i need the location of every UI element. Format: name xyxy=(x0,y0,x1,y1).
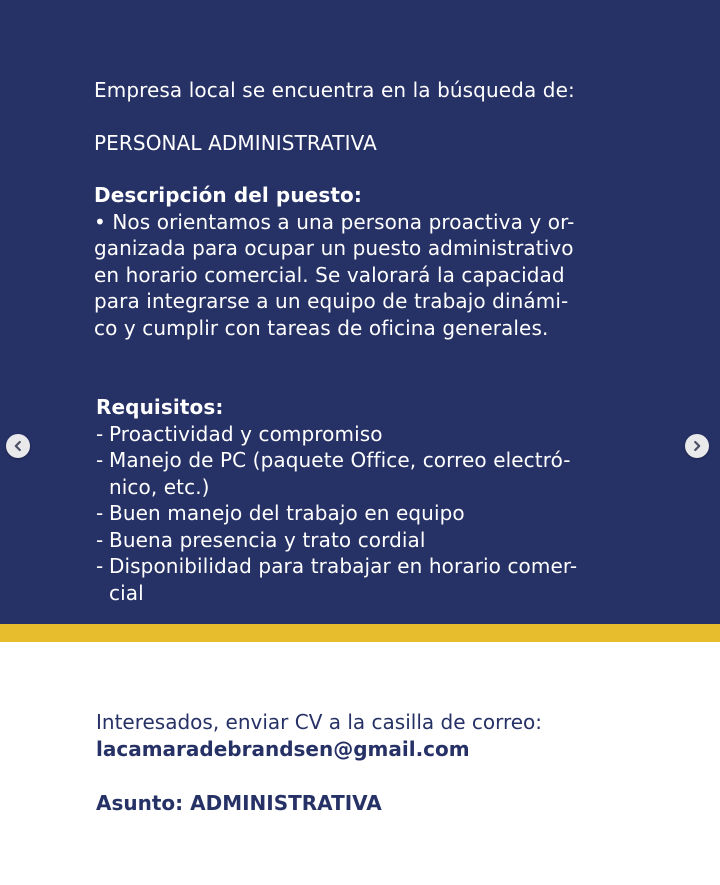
position-title: PERSONAL ADMINISTRATIVA xyxy=(94,130,377,155)
contact-intro: Interesados, enviar CV a la casilla de correo: xyxy=(96,710,543,734)
carousel-next-button[interactable] xyxy=(685,434,709,458)
description-line: en horario comercial. Se valorará la capacidad xyxy=(94,262,565,287)
carousel-prev-button[interactable] xyxy=(6,434,30,458)
intro-text: Empresa local se encuentra en la búsqueda de: xyxy=(94,78,575,102)
description-line: ganizada para ocupar un puesto administrativo xyxy=(94,236,574,260)
requirement-item: - Disponibilidad para trabajar en horario comer- xyxy=(96,554,578,578)
chevron-left-icon xyxy=(12,440,24,452)
requirement-item: - Buen manejo del trabajo en equipo xyxy=(96,501,465,525)
description-line: para integrarse a un equipo de trabajo dinámi- xyxy=(94,289,569,313)
chevron-right-icon xyxy=(691,440,703,452)
description-line: co y cumplir con tareas de oficina generales. xyxy=(94,315,549,340)
requirement-item: - Buena presencia y trato cordial xyxy=(96,527,426,552)
job-post-content xyxy=(94,77,654,606)
requirement-item: - Manejo de PC (paquete Office, correo electró- xyxy=(96,448,571,472)
contact-email: lacamaradebrandsen@gmail.com xyxy=(96,737,470,761)
contact-section xyxy=(96,709,676,817)
requirement-continuation: cial xyxy=(109,580,144,605)
requirements-heading: Requisitos: xyxy=(96,395,224,419)
requirements-section xyxy=(96,394,654,606)
requirement-continuation: nico, etc.) xyxy=(109,474,210,499)
description-line: • Nos orientamos a una persona proactiva y or- xyxy=(94,209,575,234)
description-heading: Descripción del puesto: xyxy=(94,183,362,207)
email-subject: Asunto: ADMINISTRATIVA xyxy=(96,791,382,815)
accent-band xyxy=(0,624,720,642)
requirement-item: - Proactividad y compromiso xyxy=(96,421,383,446)
